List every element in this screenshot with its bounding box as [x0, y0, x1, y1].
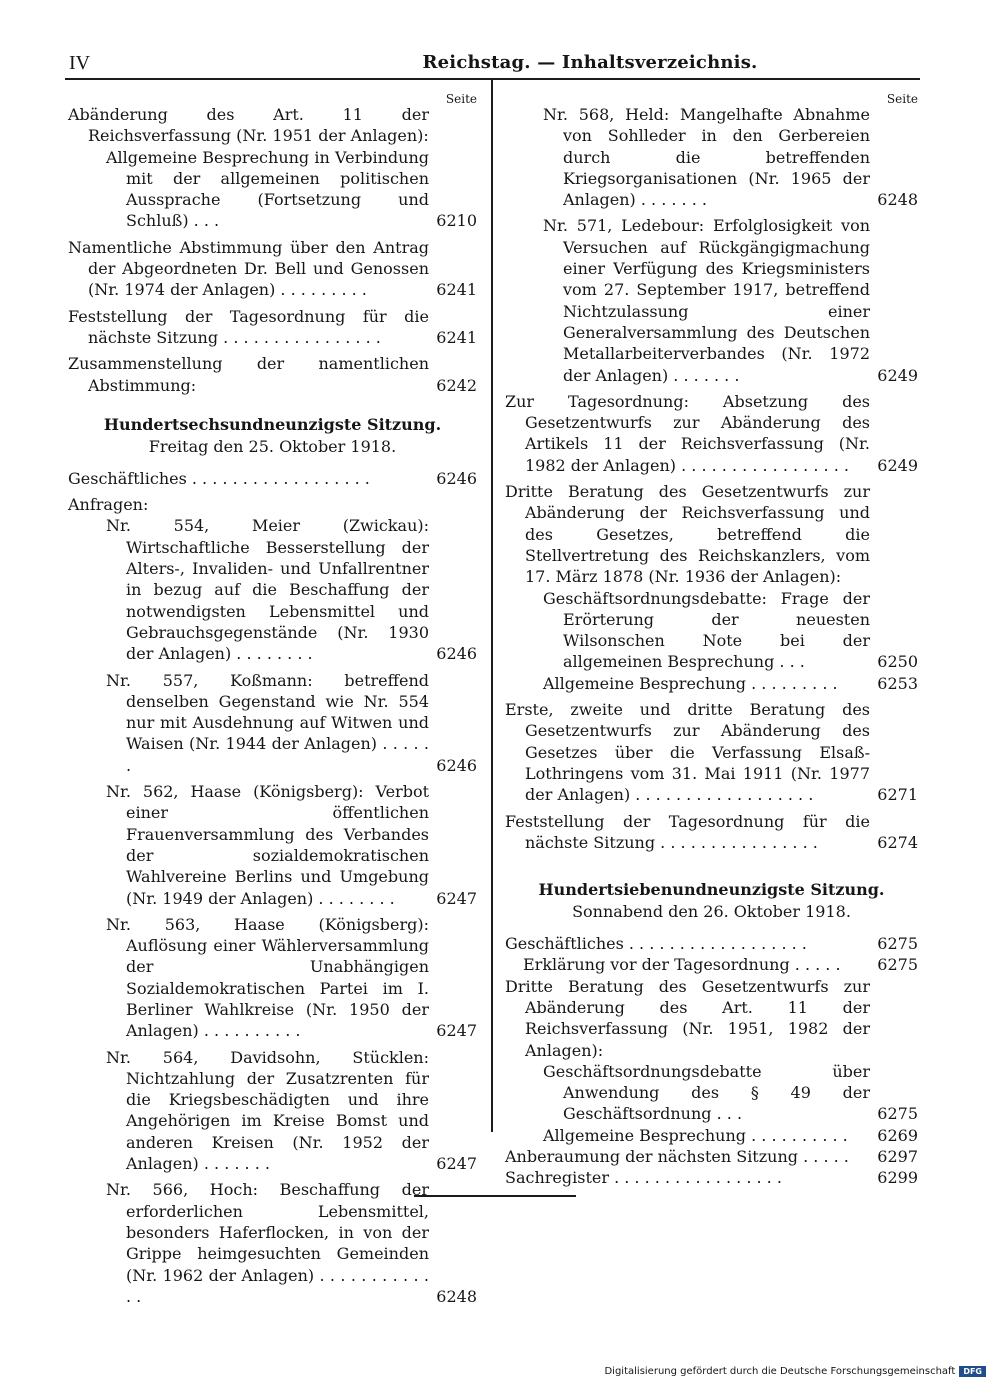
- entry-page: 6247: [436, 888, 477, 908]
- entry-page: 6253: [877, 673, 918, 693]
- entry-page: 6249: [877, 365, 918, 385]
- toc-entry: [505, 104, 918, 210]
- seite-label: Seite: [886, 92, 918, 106]
- toc-entry: [505, 933, 918, 954]
- entry-text: Feststellung der Tagesordnung für die nächste Sitzung . . . . . . . . . . . . . . . .: [68, 306, 429, 347]
- toc-entry: [68, 104, 477, 147]
- entry-text: Anberaumung der nächsten Sitzung . . . . .: [505, 1147, 849, 1167]
- toc-entry: [68, 515, 477, 664]
- toc-entry: [68, 1047, 477, 1175]
- entry-text: Allgemeine Besprechung in Verbindung mit der allgemeinen politischen Aussprache (Fortsetzung und Schluß) . . .: [106, 147, 429, 231]
- toc-entry: [505, 481, 918, 587]
- entry-text: Nr. 554, Meier (Zwickau): Wirtschaftliche Besserstellung der Alters-, Invaliden- und Unfallrentner in bezug auf die Beschaffung der notwendigsten Lebensmittel und Gebrauchsgegenstände (Nr. 1930 der Anlagen) . . . . . . . .: [106, 516, 429, 664]
- entry-text: Nr. 564, Davidsohn, Stücklen: Nichtzahlung der Zusatzrenten für die Kriegsbeschädigten und ihre Angehörigen im Kreise Bomst und anderen Kreisen (Nr. 1952 der Anlagen) . . . . . . .: [106, 1047, 429, 1174]
- toc-entry: [505, 1125, 918, 1146]
- entry-text: Feststellung der Tagesordnung für die nächste Sitzung . . . . . . . . . . . . . . . .: [505, 811, 870, 852]
- entry-text: Allgemeine Besprechung . . . . . . . . . .: [543, 1125, 848, 1145]
- toc-entry: [68, 306, 477, 349]
- toc-entry: [505, 811, 918, 854]
- toc-entry: [68, 670, 477, 776]
- page-number: IV: [69, 52, 91, 74]
- entry-page: 6241: [436, 327, 477, 347]
- entry-page: 6275: [877, 1104, 918, 1124]
- toc-entry: [505, 215, 918, 385]
- entry-text: Erklärung vor der Tagesordnung . . . . .: [523, 955, 841, 975]
- entry-text: Nr. 563, Haase (Königsberg): Auflösung einer Wählerversammlung der Unabhängigen Sozialdemokratischen Partei im I. Berliner Wahlkreise (Nr. 1950 der Anlagen) . . . . . . . . . .: [106, 914, 429, 1041]
- toc-entry: [68, 781, 477, 909]
- entry-page: 6248: [877, 190, 918, 210]
- entry-text: Zusammenstellung der namentlichen Abstimmung:: [68, 354, 429, 395]
- footer: [604, 1366, 986, 1377]
- entry-page: 6210: [436, 211, 477, 231]
- column-divider: [491, 80, 493, 1132]
- toc-entry: [505, 673, 918, 694]
- entry-page: 6246: [436, 468, 477, 488]
- session-title: Hundertsiebenundneunzigste Sitzung.: [538, 880, 885, 900]
- entry-page: 6275: [877, 955, 918, 975]
- entry-text: Geschäftliches . . . . . . . . . . . . . . . . . .: [68, 468, 370, 488]
- toc-entry: [505, 699, 918, 805]
- toc-entry: [68, 494, 477, 515]
- entry-text: Nr. 571, Ledebour: Erfolglosigkeit von Versuchen auf Rückgängigmachung einer Verfügung des Kriegsministers vom 27. September 1917, betreffend Nichtzulassung einer Generalversammlung des Deutschen Metallarbeiterverbandes (Nr. 1972 der Anlagen) . . . . . . .: [543, 216, 870, 385]
- toc-entry: [505, 954, 918, 975]
- left-column: [68, 92, 477, 1312]
- toc-entry: [505, 588, 918, 673]
- seite-label: Seite: [445, 92, 477, 106]
- session-date: Sonnabend den 26. Oktober 1918.: [572, 902, 851, 922]
- toc-entry: [68, 1179, 477, 1307]
- entry-page: 6247: [436, 1021, 477, 1041]
- entry-page: 6249: [877, 455, 918, 475]
- entry-text: Zur Tagesordnung: Absetzung des Gesetzentwurfs zur Abänderung des Artikels 11 der Reichsverfassung (Nr. 1982 der Anlagen) . . . . . . . . . . . . . . . . .: [505, 391, 870, 475]
- entry-page: 6247: [436, 1154, 477, 1174]
- entry-text: Dritte Beratung des Gesetzentwurfs zur Abänderung des Art. 11 der Reichsverfassung (Nr. 1951, 1982 der Anlagen):: [505, 976, 870, 1060]
- entry-text: Anfragen:: [68, 495, 149, 515]
- entry-text: Allgemeine Besprechung . . . . . . . . .: [543, 673, 838, 693]
- entry-text: Sachregister . . . . . . . . . . . . . . . . .: [505, 1168, 782, 1188]
- toc-entry: [505, 976, 918, 1061]
- toc-entry: [68, 914, 477, 1042]
- entry-page: 6274: [877, 832, 918, 852]
- entry-text: Geschäftliches . . . . . . . . . . . . . . . . . .: [505, 934, 807, 954]
- entry-page: 6297: [877, 1147, 918, 1167]
- entry-page: 6241: [436, 280, 477, 300]
- entry-page: 6275: [877, 934, 918, 954]
- entry-text: Nr. 568, Held: Mangelhafte Abnahme von Sohlleder in den Gerbereien durch die betreffenden Kriegsorganisationen (Nr. 1965 der Anlagen) . . . . . . .: [543, 105, 870, 210]
- page-header: [65, 52, 920, 78]
- session-title: Hundertsechsundneunzigste Sitzung.: [103, 414, 442, 434]
- entry-text: Abänderung des Art. 11 der Reichsverfassung (Nr. 1951 der Anlagen):: [68, 105, 429, 146]
- toc-entry: [68, 353, 477, 396]
- toc-entry: [505, 1167, 918, 1188]
- entry-page: 6248: [436, 1286, 477, 1306]
- digitization-credit: Digitalisierung gefördert durch die Deutsche Forschungsgemeinschaft: [604, 1366, 956, 1377]
- entry-text: Geschäftsordnungsdebatte über Anwendung des § 49 der Geschäftsordnung . . .: [543, 1061, 870, 1124]
- entry-page: 6242: [436, 375, 477, 395]
- entry-text: Nr. 557, Koßmann: betreffend denselben Gegenstand wie Nr. 554 nur mit Ausdehnung auf Witwen und Waisen (Nr. 1944 der Anlagen) . . . . . .: [106, 670, 429, 775]
- toc-entry: [505, 1146, 918, 1167]
- entry-page: 6246: [436, 644, 477, 664]
- session-date: Freitag den 25. Oktober 1918.: [148, 436, 397, 456]
- toc-entry: [68, 147, 477, 232]
- entry-page: 6299: [877, 1168, 918, 1188]
- toc-entry: [68, 237, 477, 301]
- entry-page: 6250: [877, 652, 918, 672]
- toc-entry: [505, 1061, 918, 1125]
- running-title: Reichstag. — Inhaltsverzeichnis.: [422, 52, 758, 73]
- entry-text: Nr. 562, Haase (Königsberg): Verbot einer öffentlichen Frauenversammlung des Verbandes der sozialdemokratischen Wahlvereine Berlins und Umgebung (Nr. 1949 der Anlagen) . . . . . . . .: [106, 782, 429, 908]
- dfg-logo-icon: DFG: [959, 1366, 986, 1377]
- entry-text: Nr. 566, Hoch: Beschaffung der erforderlichen Lebensmittel, besonders Haferflocken, in von der Grippe heimgesuchten Gemeinden (Nr. 1962 der Anlagen) . . . . . . . . . . . . .: [106, 1180, 429, 1306]
- toc-entry: [505, 391, 918, 476]
- entry-text: Erste, zweite und dritte Beratung des Gesetzentwurfs zur Abänderung des Gesetzes über die Verfassung Elsaß-Lothringens vom 31. Mai 1911 (Nr. 1977 der Anlagen) . . . . . . . . . . . . . . . . . .: [505, 700, 870, 805]
- entry-page: 6269: [877, 1125, 918, 1145]
- entry-page: 6271: [877, 785, 918, 805]
- end-rule: [414, 1195, 576, 1197]
- entry-text: Dritte Beratung des Gesetzentwurfs zur Abänderung der Reichsverfassung und des Gesetzes, betreffend die Stellvertretung des Reichskanzlers, vom 17. März 1878 (Nr. 1936 der Anlagen):: [505, 482, 870, 587]
- toc-entry: [68, 468, 477, 489]
- entry-page: 6246: [436, 755, 477, 775]
- right-column: [505, 92, 918, 1189]
- entry-text: Namentliche Abstimmung über den Antrag der Abgeordneten Dr. Bell und Genossen (Nr. 1974 der Anlagen) . . . . . . . . .: [68, 237, 429, 300]
- entry-text: Geschäftsordnungsdebatte: Frage der Erörterung der neuesten Wilsonschen Note bei der allgemeinen Besprechung . . .: [543, 588, 870, 672]
